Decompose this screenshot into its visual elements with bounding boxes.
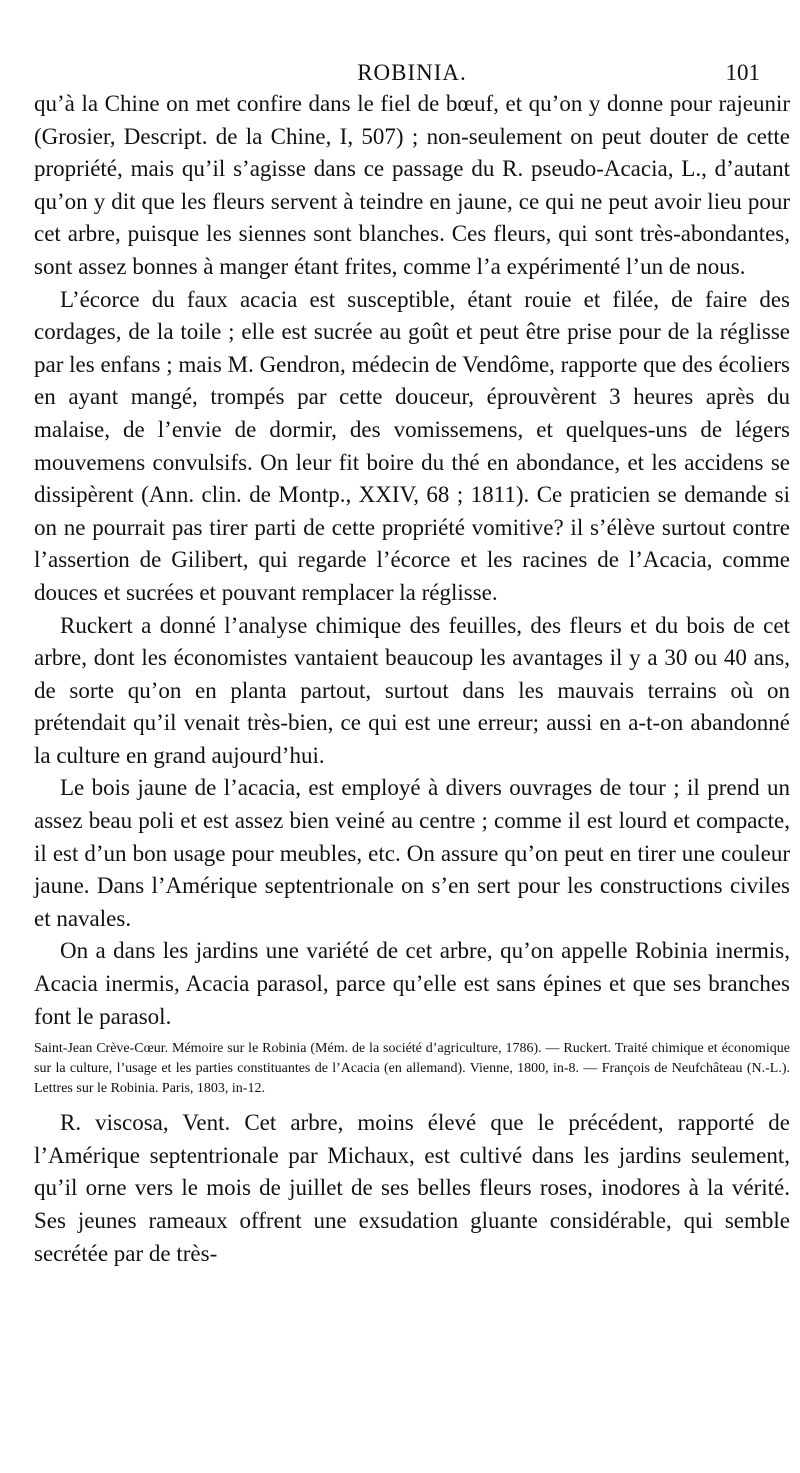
- running-header: [34, 0, 790, 108]
- paragraph-ruckert: Ruckert a donné l’analyse chimique des feuilles, des fleurs et du bois de cet arbre, dont les économistes vantaient beaucoup les avantages il y a 30 ou 40 ans, de sorte qu’on en planta partout, surtout dans les mauvais terrains où on prétendait qu’il venait très-bien, ce qui est une erreur; aussi en a-t-on abandonné la culture en grand aujourd’hui.: [34, 612, 790, 768]
- running-title: ROBINIA.: [357, 60, 467, 85]
- paragraph-viscosa: R. viscosa, Vent. Cet arbre, moins élevé que le précédent, rapporté de l’Amérique septentrionale par Michaux, est cultivé dans les jardins seulement, qu’il orne vers le mois de juillet de ses belles fleurs roses, inodores à la vérité. Ses jeunes rameaux offrent une exsudation gluante considérable, qui semble secrétée par de très-: [34, 1110, 790, 1266]
- paragraph-continuation: qu’à la Chine on met confire dans le fiel de bœuf, et qu’on y donne pour rajeunir (Grosier, Descript. de la Chine, I, 507) ; non-seulement on peut douter de cette propriété, mais qu’il s’agisse dans ce passage du R. pseudo-Acacia, L., d’autant qu’on y dit que les fleurs servent à teindre en jaune, ce qui ne peut avoir lieu pour cet arbre, puisque les siennes sont blanches. Ces fleurs, qui sont très-abondantes, sont assez bonnes à manger étant frites, comme l’a expérimenté l’un de nous.: [34, 91, 790, 279]
- paragraph-variete: On a dans les jardins une variété de cet arbre, qu’on appelle Robinia inermis, Acacia inermis, Acacia parasol, parce qu’elle est sans épines et que ses branches font le parasol.: [34, 938, 790, 1029]
- body-text: [34, 88, 790, 1033]
- paragraph-ecorce: L’écorce du faux acacia est susceptible, étant rouie et filée, de faire des cordages, de la toile ; elle est sucrée au goût et peut être prise pour de la réglisse par les enfans ; mais M. Gendron, médecin de Vendôme, rapporte que des écoliers en ayant mangé, trompés par cette douceur, éprouvèrent 3 heures après du malaise, de l’envie de dormir, des vomissemens, et quelques-uns de légers mouvemens convulsifs. On leur fit boire du thé en abondance, et les accidens se dissipèrent (Ann. clin. de Montp., XXIV, 68 ; 1811). Ce praticien se demande si on ne pourrait pas tirer parti de cette propriété vomitive? il s’élève surtout contre l’assertion de Gilibert, qui regarde l’écorce et les racines de l’Acacia, comme douces et sucrées et pouvant remplacer la réglisse.: [34, 286, 790, 605]
- bibliographic-references: Saint-Jean Crève-Cœur. Mémoire sur le Robinia (Mém. de la société d’agriculture, 1786). — Ruckert. Traité chimique et économique sur la culture, l’usage et les parties constituantes de l’Acacia (en allemand). Vienne, 1800, in-8. — François de Neufchâteau (N.-L.). Lettres sur le Robinia. Paris, 1803, in-12.: [34, 1041, 790, 1097]
- page-number: 101: [725, 60, 760, 85]
- paragraph-bois-jaune: Le bois jaune de l’acacia, est employé à divers ouvrages de tour ; il prend un assez beau poli et est assez bien veiné au centre ; comme il est lourd et compacte, il est d’un bon usage pour meubles, etc. On assure qu’on peut en tirer une couleur jaune. Dans l’Amérique septentrionale on s’en sert pour les constructions civiles et navales.: [34, 775, 790, 931]
